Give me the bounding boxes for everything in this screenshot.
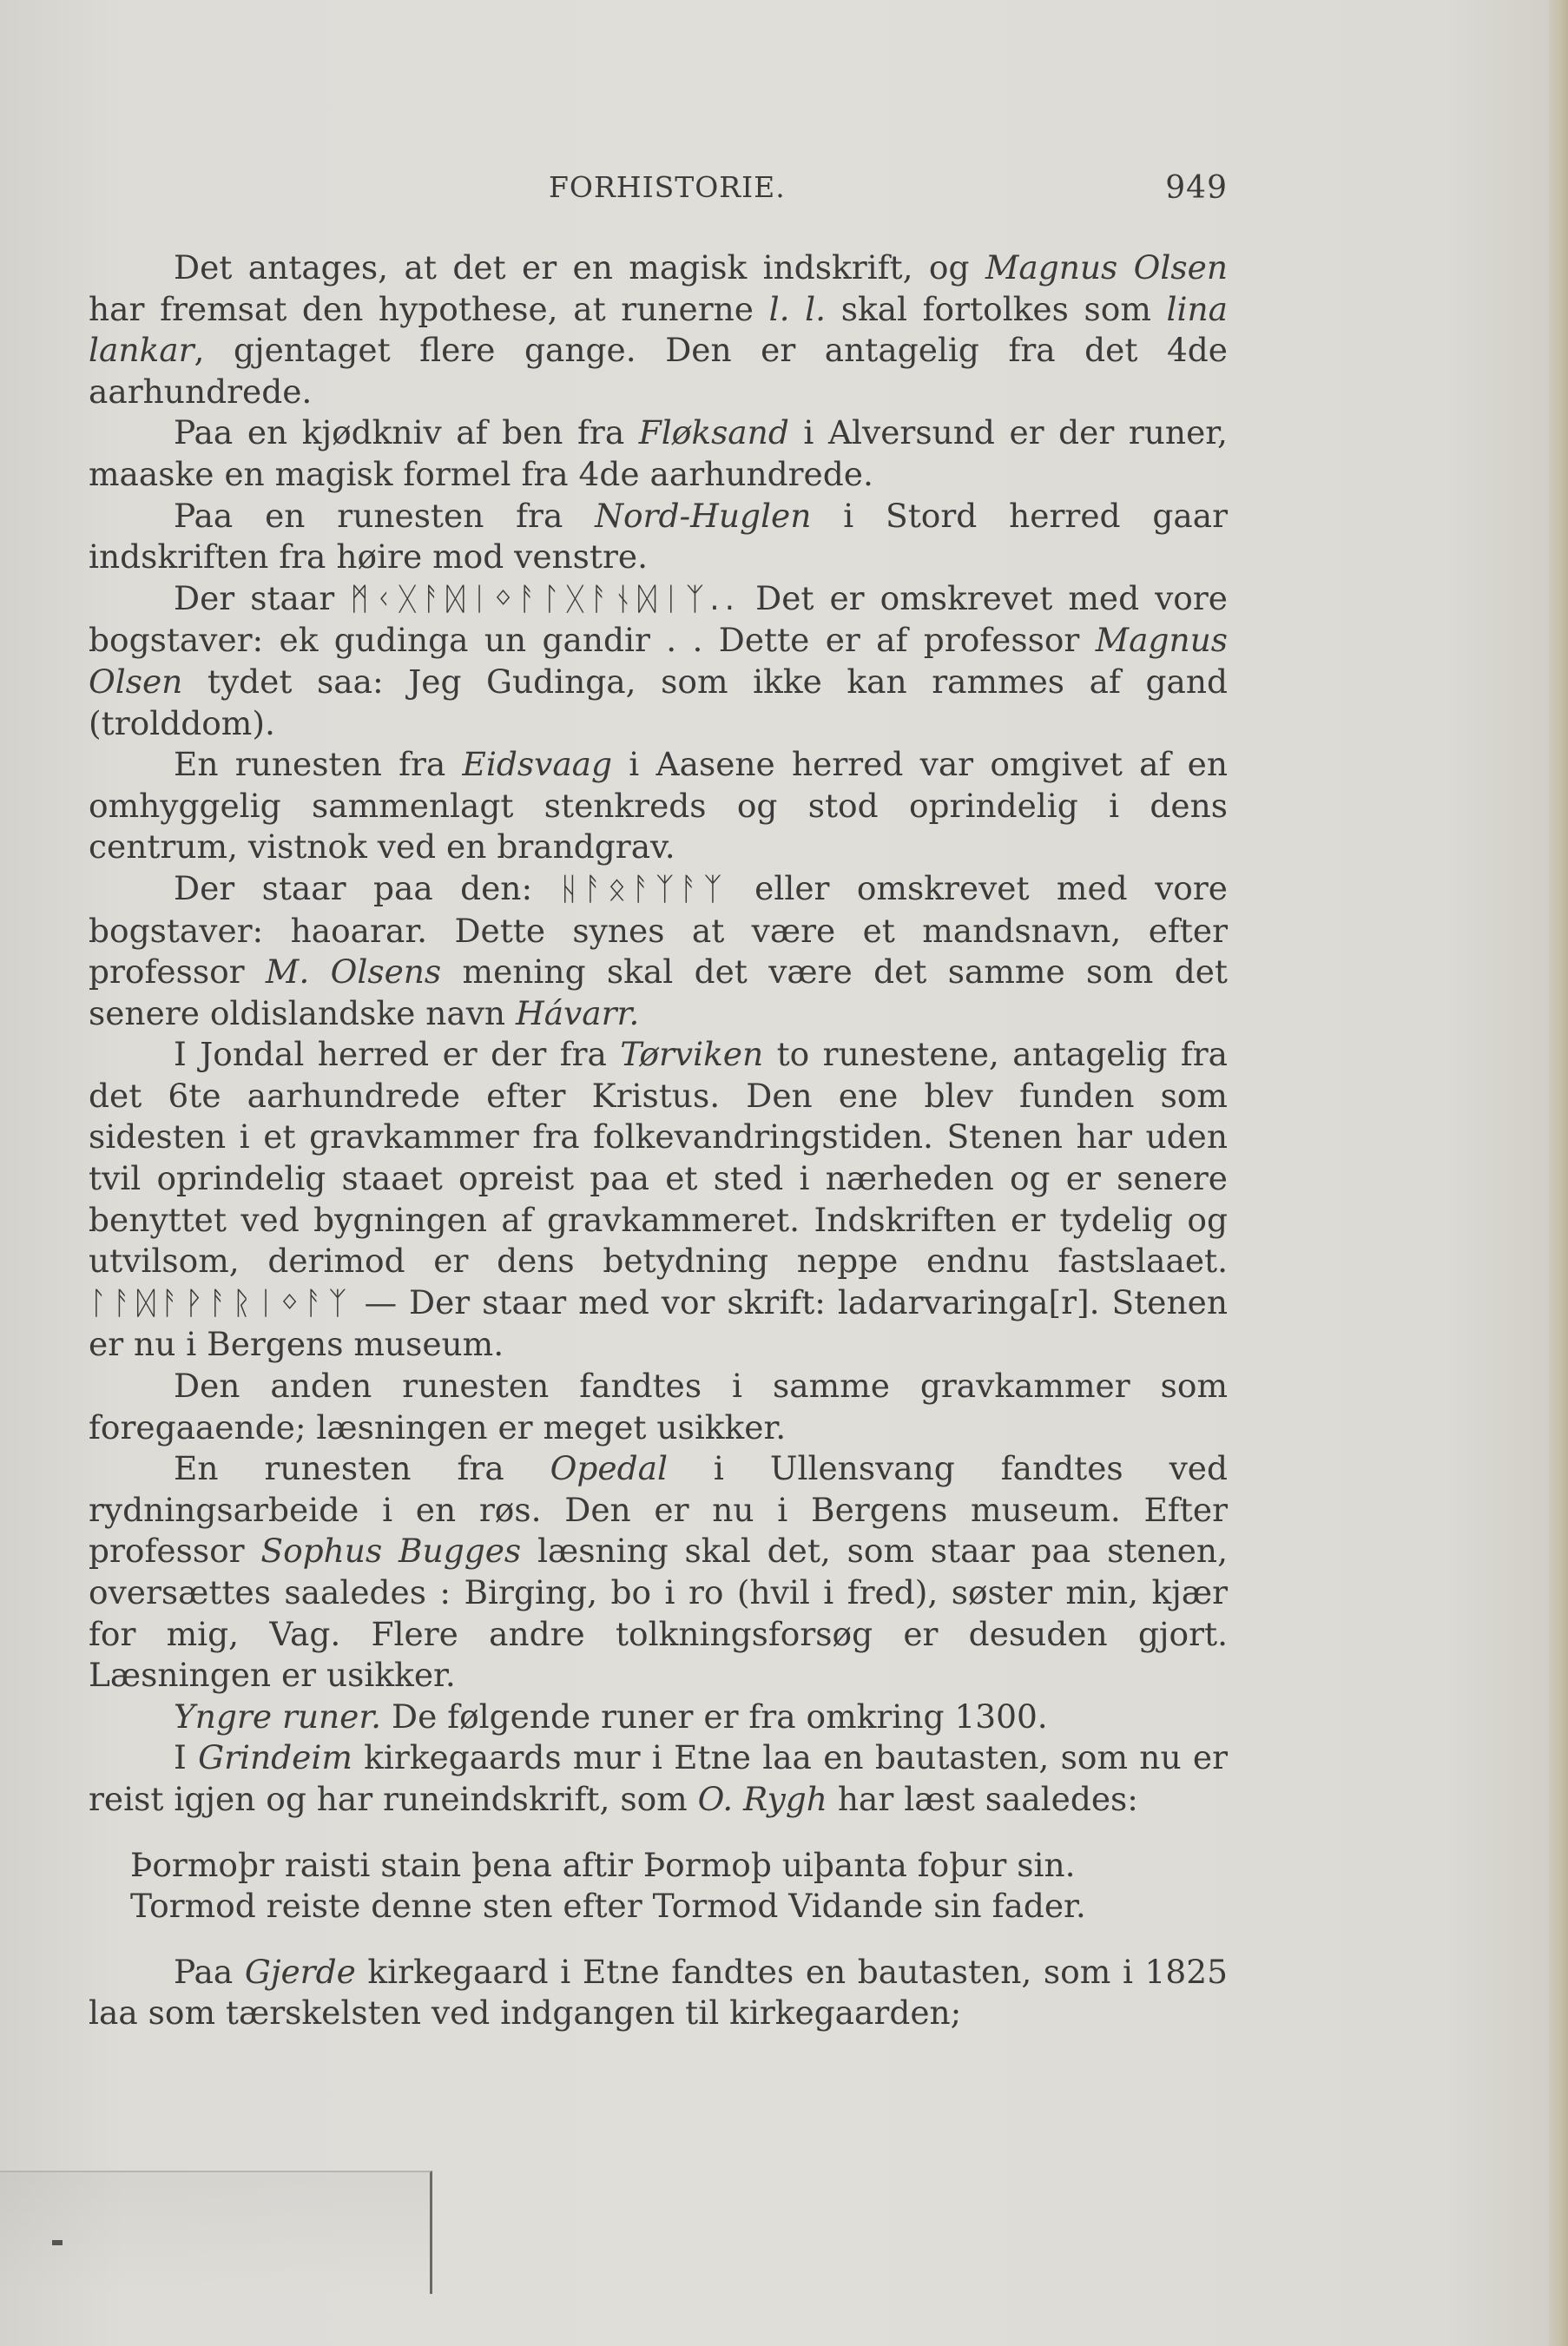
paragraph: En runesten fra Eidsvaag i Aasene herred var omgivet af en omhyggelig sammenlagt stenkreds og stod oprindelig i dens centrum, vistnok ved en brandgrav. [89, 745, 1229, 867]
inscription-translation: Tormod reiste denne sten efter Tormod Vidande sin fader. [130, 1887, 1086, 1926]
paragraph: Der staar paa den: ᚺᚨᛟᚨᛉᚨᛉ eller omskrevet med vore bogstaver: haoarar. Dette synes at være et mandsnavn, efter professor M. Olsens mening skal det være det samme som det senere oldislandske navn Hávarr. [89, 868, 1228, 1032]
rune-inscription: ᛗᚲᚷᚨᛞᛁᛜᚨᛚᚷᚨᚾᛞᛁᛉ.. [350, 581, 741, 617]
paragraph: Der staar ᛗᚲᚷᚨᛞᛁᛜᚨᛚᚷᚨᚾᛞᛁᛉ.. Det er omskrevet med vore bogstaver: ek gudinga un gandir . . Dette er af professor Magnus Olsen tydet saa: Jeg Gudinga, som ikke kan rammes af gand (trolddom). [89, 578, 1228, 742]
rune-inscription: ᛚᚨᛞᚨᚹᚨᚱᛁᛜᚨᛉ [89, 1285, 352, 1321]
page-number: 949 [1165, 170, 1228, 206]
paragraph: Den anden runesten fandtes i samme gravkammer som foregaaende; læsningen er meget usikker. [89, 1367, 1228, 1446]
body-text [89, 247, 1228, 2034]
running-header [89, 170, 1228, 205]
paragraph: I Jondal herred er der fra Tørviken to runestene, antagelig fra det 6te aarhundrede efter Kristus. Den ene blev funden som sidesten i et gravkammer fra folkevandringstiden. Stenen har uden tvil oprindelig staaet opreist paa et sted i nærheden og er senere benyttet ved bygningen af gravkammeret. Indskriften er tydelig og utvilsom, derimod er dens betydning neppe endnu fastslaaet. ᛚᚨᛞᚨᚹᚨᚱᛁᛜᚨᛉ — Der staar med vor skrift: ladarvaringa[r]. Stenen er nu i Bergens museum. [89, 1035, 1228, 1364]
page-edge [1549, 0, 1568, 2346]
paragraph: Paa en runesten fra Nord-Huglen i Stord herred gaar indskriften fra høire mod venstre. [89, 496, 1228, 577]
paragraph: Paa en kjødkniv af ben fra Fløksand i Alversund er der runer, maaske en magisk formel fra 4de aarhundrede. [89, 413, 1228, 493]
paragraph: Det antages, at det er en magisk indskrift, og Magnus Olsen har fremsat den hypothese, at runerne l. l. skal fortolkes som lina lankar, gjentaget flere gange. Den er antagelig fra det 4de aarhundrede. [89, 248, 1229, 411]
rune-inscription: ᚺᚨᛟᚨᛉᚨᛉ [559, 871, 728, 907]
paragraph: I Grindeim kirkegaards mur i Etne laa en bautasten, som nu er reist igjen og har runeindskrift, som O. Rygh har læst saaledes: [89, 1738, 1229, 1818]
inscription-line: Þormoþr raisti stain þena aftir Þormoþ uiþanta foþur sin. [130, 1845, 1076, 1884]
section-title: FORHISTORIE. [549, 170, 786, 204]
ink-mark [52, 2240, 63, 2245]
paragraph: Paa Gjerde kirkegaard i Etne fandtes en bautasten, som i 1825 laa som tærskelsten ved indgangen til kirkegaarden; [89, 1952, 1228, 2033]
paragraph: Yngre runer. De følgende runer er fra omkring 1300. [174, 1697, 1048, 1736]
library-stamp-box [0, 2171, 432, 2294]
paragraph: En runesten fra Opedal i Ullensvang fandtes ved rydningsarbeide i en røs. Den er nu i Bergens museum. Efter professor Sophus Bugges læsning skal det, som staar paa stenen, oversættes saaledes : Birging, bo i ro (hvil i fred), søster min, kjær for mig, Vag. Flere andre tolkningsforsøg er desuden gjort. Læsningen er usikker. [89, 1449, 1228, 1695]
